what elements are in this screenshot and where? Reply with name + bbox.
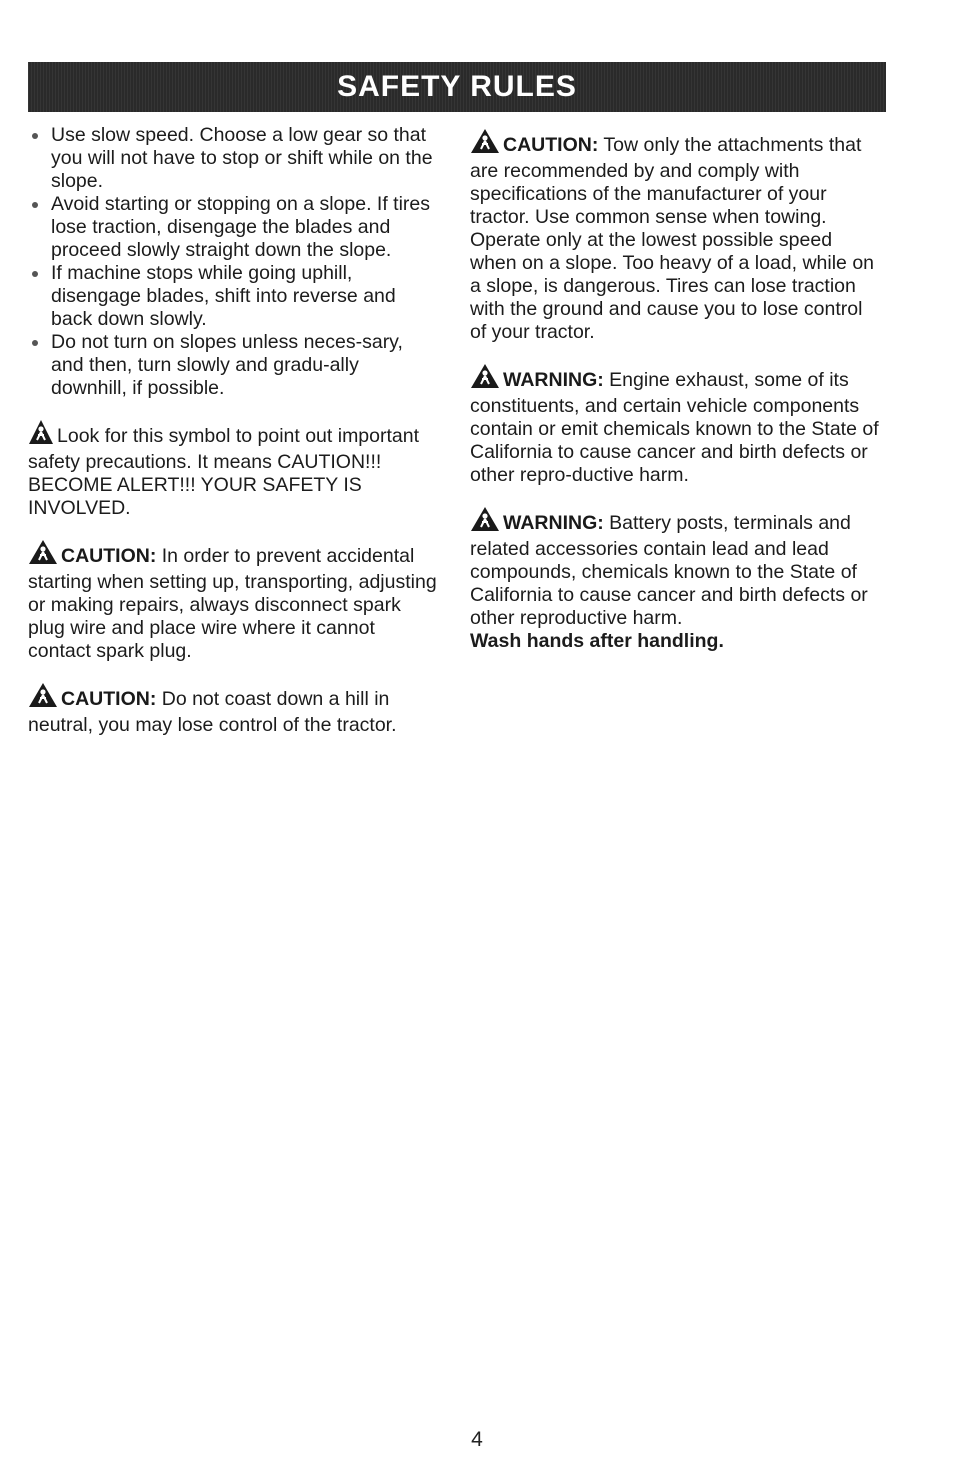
warning-text: Battery posts, terminals and related accessories contain lead and lead compounds, chemicals known to the State of California to cause cancer and birth defects or other reproductive harm.	[470, 512, 868, 629]
warning-label: WARNING:	[503, 512, 604, 534]
warning-label: WARNING:	[503, 369, 604, 391]
symbol-note-text: Look for this symbol to point out important safety precautions. It means CAUTION!!! BECOME ALERT!!! YOUR SAFETY IS INVOLVED.	[28, 425, 420, 519]
bullet-text: Do not turn on slopes unless neces-sary, and then, turn slowly and gradu-ally downhill, if possible.	[51, 331, 403, 399]
warning-exhaust	[470, 363, 882, 487]
wash-hands-note: Wash hands after handling.	[470, 630, 724, 652]
list-item	[28, 124, 440, 193]
warning-triangle-icon	[28, 539, 58, 571]
slope-bullet-list	[28, 124, 440, 400]
bullet-icon	[32, 202, 38, 208]
bullet-text: If machine stops while going uphill, disengage blades, shift into reverse and back down slowly.	[51, 262, 396, 330]
caution-coast	[28, 682, 440, 737]
page-title: SAFETY RULES	[337, 70, 577, 103]
warning-text: Engine exhaust, some of its constituents, and certain vehicle components contain or emit chemicals known to the State of California to cause cancer and birth defects or other repro-ductive harm.	[470, 369, 879, 486]
section-banner	[28, 62, 886, 112]
warning-triangle-icon	[28, 419, 54, 451]
caution-text: In order to prevent accidental starting when setting up, transporting, adjusting or making repairs, always disconnect spark plug wire and place wire where it cannot contact spark plug.	[28, 545, 437, 662]
page-number: 4	[471, 1428, 483, 1451]
warning-battery	[470, 506, 882, 653]
caution-label: CAUTION:	[61, 545, 157, 567]
list-item	[28, 193, 440, 262]
bullet-text: Avoid starting or stopping on a slope. If tires lose traction, disengage the blades and proceed slowly straight down the slope.	[51, 193, 431, 261]
bullet-icon	[32, 133, 38, 139]
right-column	[470, 128, 882, 653]
caution-label: CAUTION:	[503, 134, 599, 156]
list-item	[28, 331, 440, 400]
list-item	[28, 262, 440, 331]
warning-triangle-icon	[470, 128, 500, 160]
caution-disconnect	[28, 539, 440, 663]
bullet-text: Use slow speed. Choose a low gear so that you will not have to stop or shift while on the slope.	[51, 124, 433, 192]
bullet-icon	[32, 340, 38, 346]
warning-triangle-icon	[28, 682, 58, 714]
bullet-icon	[32, 271, 38, 277]
warning-triangle-icon	[470, 506, 500, 538]
warning-triangle-icon	[470, 363, 500, 395]
caution-label: CAUTION:	[61, 688, 157, 710]
caution-towing	[470, 128, 882, 344]
left-column	[28, 124, 440, 737]
symbol-note	[28, 419, 440, 520]
caution-text: Do not coast down a hill in neutral, you may lose control of the tractor.	[28, 688, 397, 736]
caution-text: Tow only the attachments that are recommended by and comply with specifications of the manufacturer of your tractor. Use common sense when towing. Operate only at the lowest possible speed when on a slope. Too heavy of a load, while on a slope, is dangerous. Tires can lose traction with the ground and cause you to lose control of your tractor.	[470, 134, 875, 343]
